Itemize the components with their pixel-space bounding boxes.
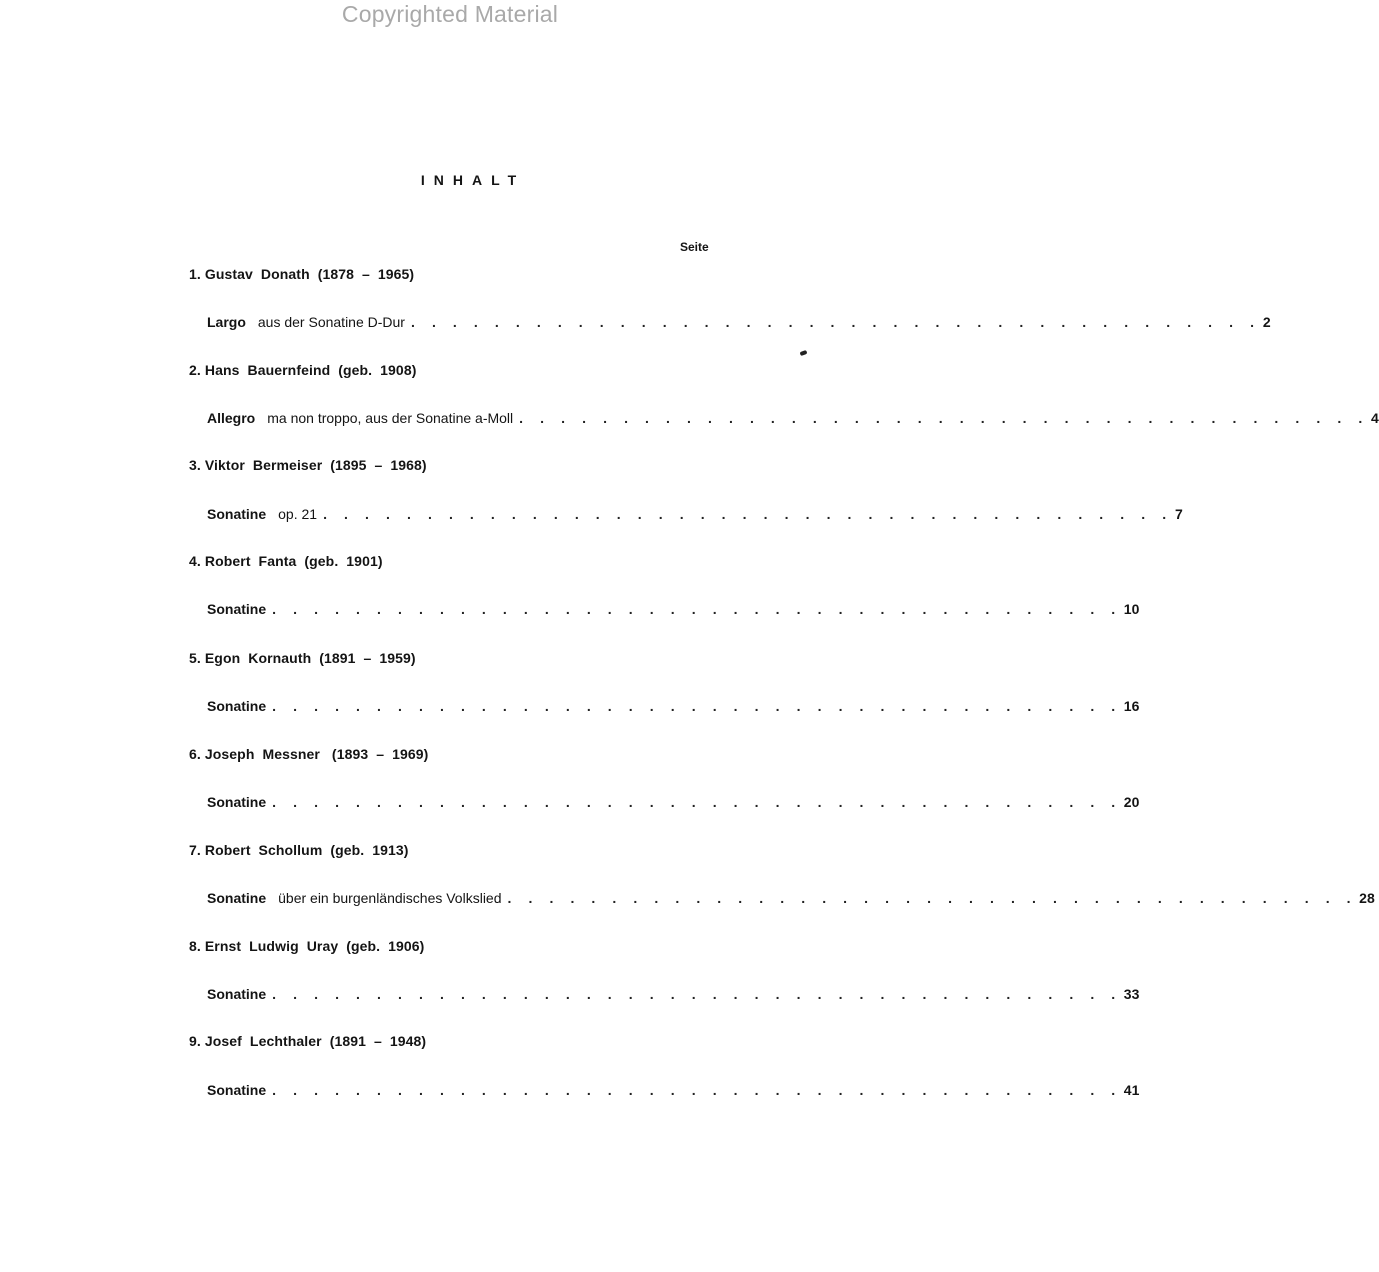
composer-name: 8. Ernst Ludwig Uray (geb. 1906) <box>189 938 425 954</box>
page-number: 7 <box>1174 506 1183 522</box>
work-title: Sonatine <box>207 601 267 617</box>
composer-name: 3. Viktor Bermeiser (1895 – 1968) <box>189 457 427 473</box>
work-description: aus der Sonatine D-Dur <box>257 314 405 330</box>
copyright-watermark: Copyrighted Material <box>341 1 559 27</box>
toc-work-entry <box>207 890 1375 906</box>
page-number: 33 <box>1123 986 1140 1002</box>
dot-leader: . . . . . . . . . . . . . . . . . . . . . . . . . . . . . . . . . . . . . . . . . <box>507 890 1358 906</box>
dot-leader: . . . . . . . . . . . . . . . . . . . . . . . . . . . . . . . . . . . . . . . . . <box>272 794 1122 810</box>
work-description: op. 21 <box>278 506 318 522</box>
composer-name: 5. Egon Kornauth (1891 – 1959) <box>189 650 416 666</box>
work-title: Sonatine <box>207 794 267 810</box>
toc-work-entry <box>207 794 1140 810</box>
work-description: ma non troppo, aus der Sonatine a-Moll <box>267 410 514 426</box>
dot-leader: . . . . . . . . . . . . . . . . . . . . . . . . . . . . . . . . . . . . . . . . . <box>272 1082 1122 1098</box>
toc-work-row <box>0 986 1140 1006</box>
page-number: 20 <box>1123 794 1140 810</box>
page-number: 10 <box>1123 601 1140 617</box>
page-title: INHALT <box>420 172 526 188</box>
composer-name: 2. Hans Bauernfeind (geb. 1908) <box>189 362 417 378</box>
work-title: Sonatine <box>207 506 267 522</box>
page-number: 4 <box>1371 410 1379 426</box>
toc-work-entry <box>207 410 1379 426</box>
page-column-label: Seite <box>680 240 709 254</box>
composer-name: 1. Gustav Donath (1878 – 1965) <box>189 266 415 282</box>
composer-name: 4. Robert Fanta (geb. 1901) <box>189 553 383 569</box>
toc-work-row <box>0 506 1183 526</box>
toc-work-row <box>0 890 1375 910</box>
toc-work-row <box>0 314 1271 334</box>
toc-composer-row <box>0 553 900 573</box>
toc-composer-row <box>0 457 900 477</box>
toc-work-row <box>0 1082 1140 1102</box>
work-title: Allegro <box>207 410 256 426</box>
toc-work-entry <box>207 1082 1140 1098</box>
toc-work-row <box>0 601 1140 621</box>
toc-composer-row <box>0 1033 900 1053</box>
toc-composer-row <box>0 746 900 766</box>
composer-name: 9. Josef Lechthaler (1891 – 1948) <box>189 1033 427 1049</box>
toc-work-entry <box>207 698 1140 714</box>
toc-work-row <box>0 794 1140 814</box>
composer-name: 6. Joseph Messner (1893 – 1969) <box>189 746 429 762</box>
toc-composer-row <box>0 362 900 382</box>
toc-work-row <box>0 410 1379 430</box>
work-title: Sonatine <box>207 986 267 1002</box>
dot-leader: . . . . . . . . . . . . . . . . . . . . . . . . . . . . . . . . . . . . . . . . . <box>272 601 1122 617</box>
toc-work-row <box>0 698 1140 718</box>
dot-leader: . . . . . . . . . . . . . . . . . . . . . . . . . . . . . . . . . . . . . . . . . <box>323 506 1173 522</box>
page-number: 41 <box>1123 1082 1140 1098</box>
toc-composer-row <box>0 266 900 286</box>
toc-work-entry <box>207 601 1140 617</box>
work-title: Sonatine <box>207 890 267 906</box>
toc-work-entry <box>207 986 1140 1002</box>
dot-leader: . . . . . . . . . . . . . . . . . . . . . . . . . . . . . . . . . . . . . . . . . <box>410 314 1261 330</box>
scan-speck <box>800 350 808 356</box>
work-description: über ein burgenländisches Volkslied <box>278 890 502 906</box>
dot-leader: . . . . . . . . . . . . . . . . . . . . . . . . . . . . . . . . . . . . . . . . . <box>272 698 1122 714</box>
work-title: Largo <box>207 314 246 330</box>
toc-work-entry <box>207 314 1271 330</box>
work-title: Sonatine <box>207 698 267 714</box>
dot-leader: . . . . . . . . . . . . . . . . . . . . . . . . . . . . . . . . . . . . . . . . . <box>272 986 1122 1002</box>
page-number: 16 <box>1123 698 1140 714</box>
page-number: 2 <box>1262 314 1271 330</box>
toc-composer-row <box>0 842 900 862</box>
dot-leader: . . . . . . . . . . . . . . . . . . . . . . . . . . . . . . . . . . . . . . . . . <box>519 410 1369 426</box>
toc-work-entry <box>207 506 1183 522</box>
toc-composer-row <box>0 938 900 958</box>
toc-composer-row <box>0 650 900 670</box>
page-number: 28 <box>1359 890 1375 906</box>
composer-name: 7. Robert Schollum (geb. 1913) <box>189 842 409 858</box>
work-title: Sonatine <box>207 1082 267 1098</box>
